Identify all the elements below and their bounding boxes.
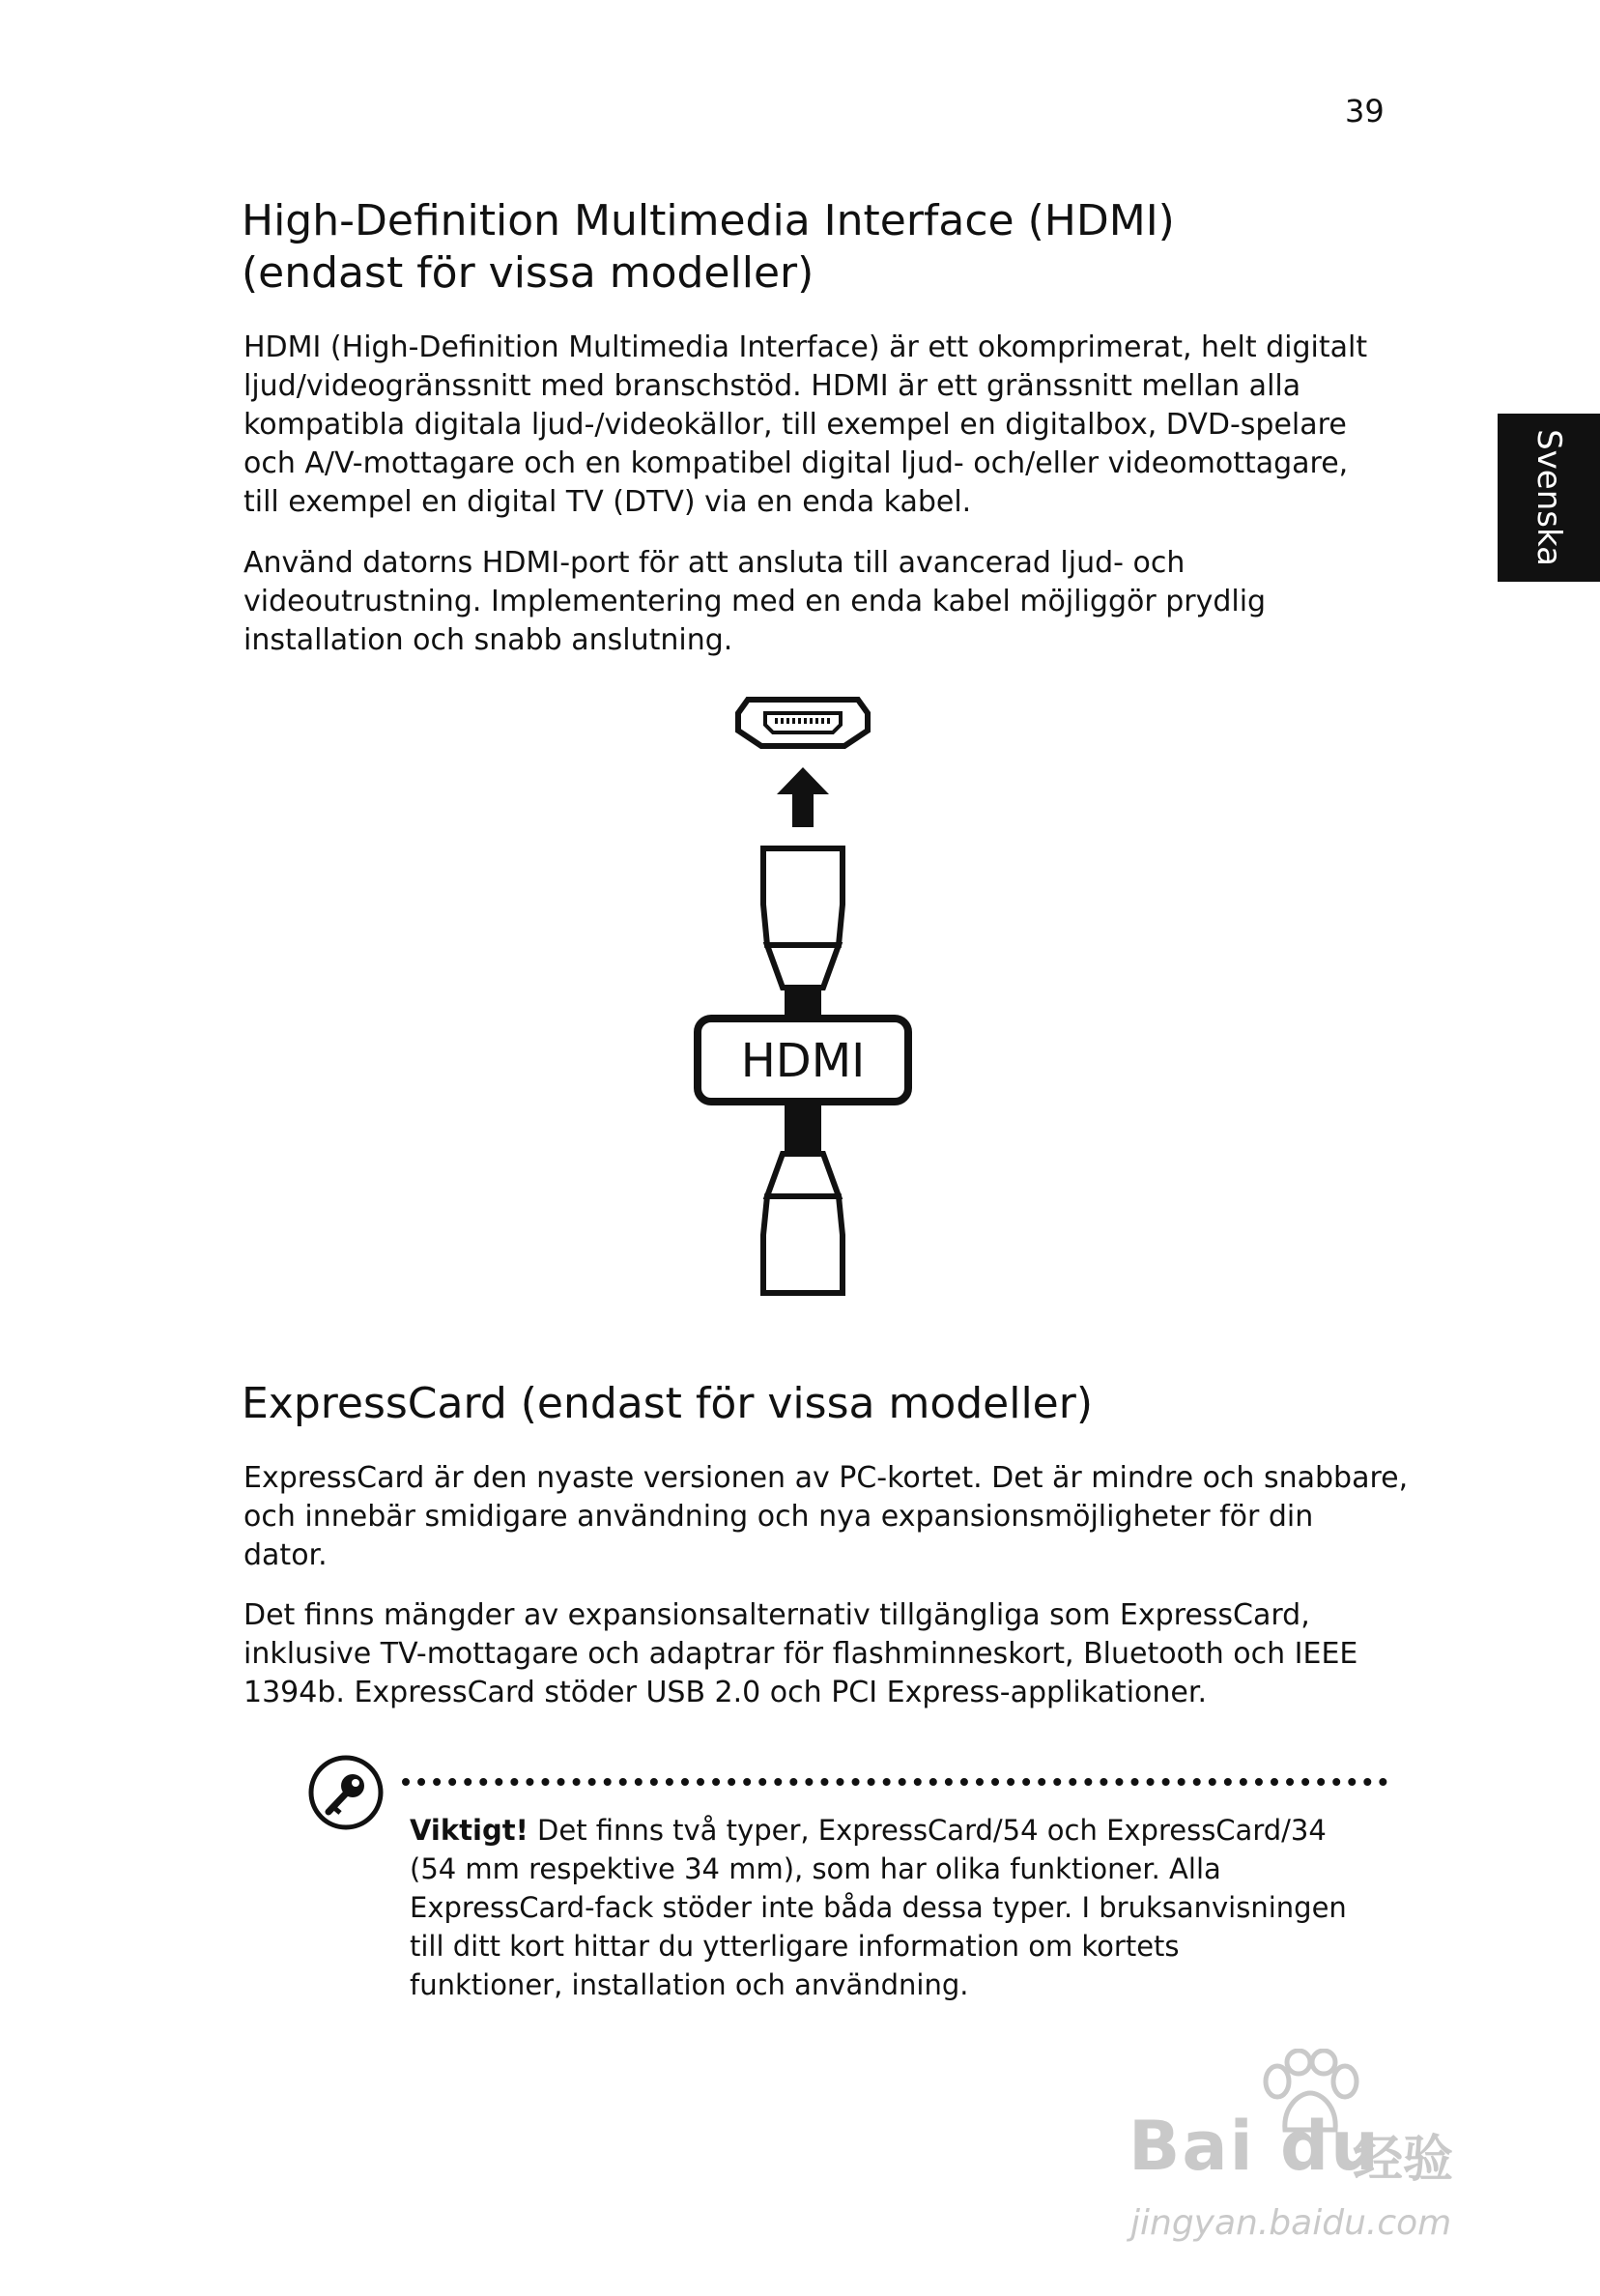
note-label: Viktigt! (410, 1814, 529, 1847)
important-note (410, 1811, 1347, 2004)
text-line: till exempel en digital TV (DTV) via en enda kabel. (243, 485, 972, 519)
text-line: och A/V-mottagare och en kompatibel digital ljud- och/eller videomottagare, (243, 446, 1349, 480)
text-line: funktioner, installation och användning. (410, 1968, 969, 2001)
note-line-1: Det finns två typer, ExpressCard/54 och ExpressCard/34 (528, 1814, 1327, 1847)
text-line: ExpressCard-fack stöder inte båda dessa typer. I bruksanvisningen (410, 1891, 1347, 1924)
text-line: videoutrustning. Implementering med en enda kabel möjliggör prydlig (243, 585, 1267, 618)
text-line (410, 1811, 1347, 1850)
language-tab-label: Svenska (1529, 429, 1568, 566)
expresscard-section-title: ExpressCard (endast för vissa modeller) (242, 1379, 1094, 1428)
text-line: till ditt kort hittar du ytterligare information om kortets (410, 1930, 1180, 1963)
text-line: 1394b. ExpressCard stöder USB 2.0 och PCI Express-applikationer. (243, 1676, 1208, 1709)
expresscard-paragraph-2 (243, 1596, 1403, 1712)
hdmi-title-line-2: (endast för vissa modeller) (242, 248, 814, 298)
text-line: dator. (243, 1538, 328, 1572)
watermark-cn: 经验 (1353, 2131, 1454, 2189)
hdmi-plug-bottom (763, 1154, 843, 1293)
language-tab (1498, 414, 1600, 582)
expresscard-paragraph-1 (243, 1459, 1409, 1575)
text-line: inklusive TV-mottagare och adaptrar för flashminneskort, Bluetooth och IEEE (243, 1637, 1358, 1671)
hdmi-paragraph-1 (243, 329, 1403, 522)
text-line: (54 mm respektive 34 mm), som har olika funktioner. Alla (410, 1852, 1221, 1885)
text-line: installation och snabb anslutning. (243, 623, 733, 657)
text-line: Det finns mängder av expansionsalternativ tillgängliga som ExpressCard, (243, 1598, 1310, 1632)
text-line: och innebär smidigare användning och nya expansionsmöjligheter för din (243, 1500, 1314, 1534)
hdmi-port-icon (738, 700, 868, 746)
hdmi-paragraph-2 (243, 544, 1403, 660)
baidu-watermark (1121, 2049, 1527, 2261)
hdmi-label-box (698, 1019, 908, 1102)
hdmi-plug-top (763, 848, 843, 988)
watermark-brand: Bai du (1129, 2107, 1381, 2186)
hdmi-connector-figure (682, 692, 914, 1301)
hdmi-section-title (242, 195, 1175, 300)
hdmi-label-text: HDMI (740, 1034, 866, 1088)
text-line: ljud/videogränssnitt med branschstöd. HDMI är ett gränssnitt mellan alla (243, 369, 1301, 403)
text-line: ExpressCard är den nyaste versionen av PC-kortet. Det är mindre och snabbare, (243, 1461, 1409, 1495)
text-line: kompatibla digitala ljud-/videokällor, till exempel en digitalbox, DVD-spelare (243, 408, 1347, 442)
page-number: 39 (1345, 93, 1385, 129)
insert-arrow-icon (777, 767, 829, 827)
watermark-url: jingyan.baidu.com (1130, 2203, 1452, 2243)
note-divider (402, 1778, 1387, 1786)
hdmi-title-line-1: High-Definition Multimedia Interface (HDMI) (242, 196, 1175, 245)
text-line: Använd datorns HDMI-port för att ansluta till avancerad ljud- och (243, 546, 1186, 580)
text-line: HDMI (High-Definition Multimedia Interface) är ett okomprimerat, helt digitalt (243, 330, 1368, 364)
key-icon (307, 1754, 385, 1831)
